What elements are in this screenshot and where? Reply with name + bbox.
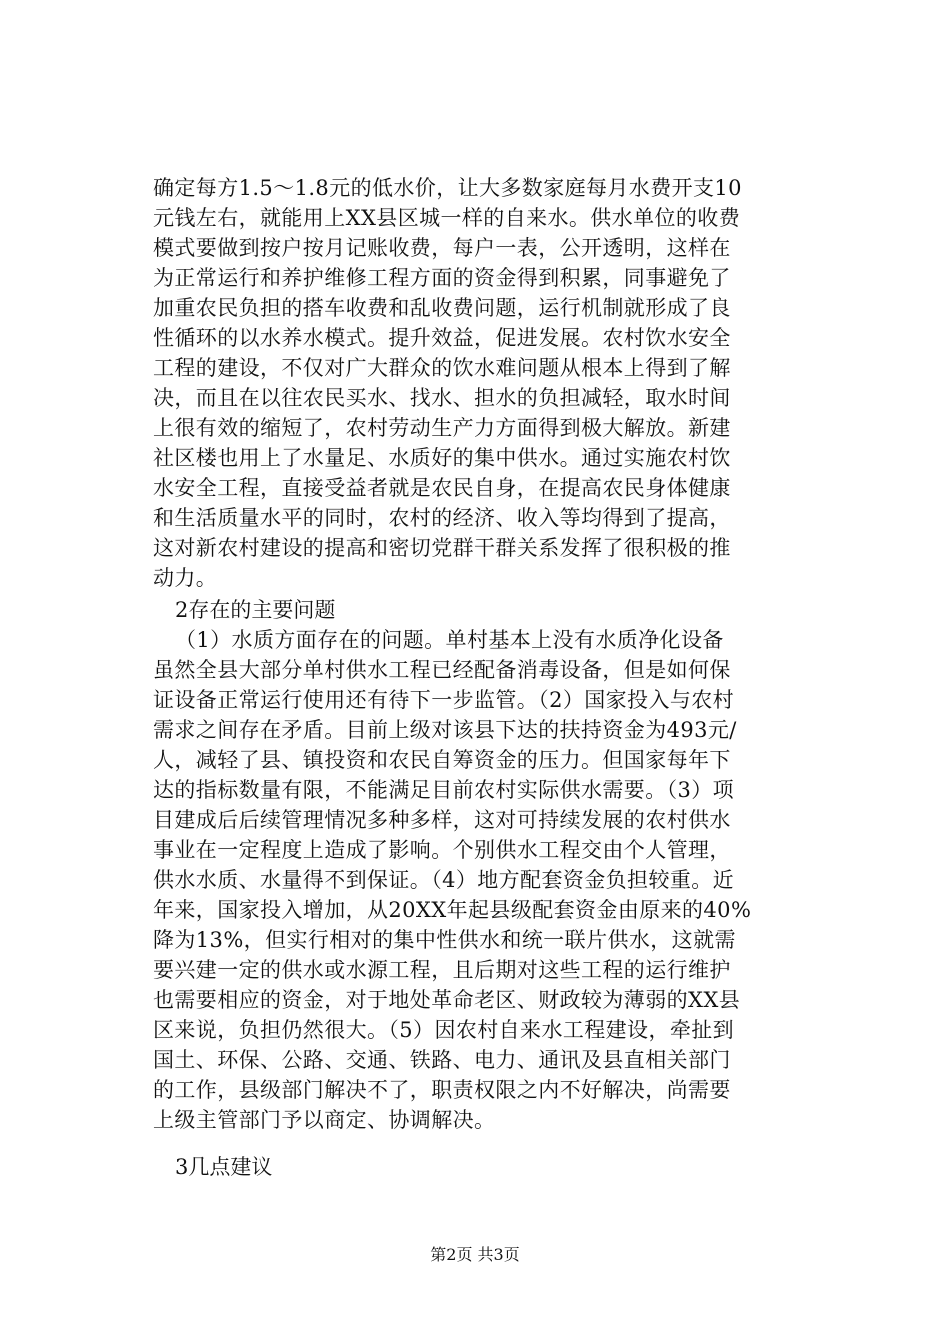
text-line: 这对新农村建设的提高和密切党群干群关系发挥了很积极的推 (153, 536, 731, 560)
page-number-footer: 第2页 共3页 (430, 1245, 520, 1264)
text-line: 为正常运行和养护维修工程方面的资金得到积累，同事避免了 (153, 266, 731, 290)
text-line: 人，减轻了县、镇投资和农民自筹资金的压力。但国家每年下 (153, 748, 731, 772)
text-line: （1）水质方面存在的问题。单村基本上没有水质净化设备 (175, 628, 724, 652)
text-line: 虽然全县大部分单村供水工程已经配备消毒设备，但是如何保 (153, 658, 731, 682)
text-line: 供水水质、水量得不到保证。（4）地方配套资金负担较重。近 (153, 868, 735, 892)
paragraph-problems (153, 625, 813, 1135)
text-line: 确定每方1.5～1.8元的低水价，让大多数家庭每月水费开支10 (153, 176, 742, 200)
text-line: 达的指标数量有限，不能满足目前农村实际供水需要。（3）项 (153, 778, 735, 802)
text-line: 社区楼也用上了水量足、水质好的集中供水。通过实施农村饮 (153, 446, 731, 470)
text-line: 证设备正常运行使用还有待下一步监管。（2）国家投入与农村 (153, 688, 735, 712)
text-line: 的工作，县级部门解决不了，职责权限之内不好解决，尚需要 (153, 1078, 731, 1102)
section-heading-suggestions: 3几点建议 (175, 1155, 273, 1179)
text-line: 决，而且在以往农民买水、找水、担水的负担减轻，取水时间 (153, 386, 731, 410)
text-line: 加重农民负担的搭车收费和乱收费问题，运行机制就形成了良 (153, 296, 731, 320)
text-line: 动力。 (153, 566, 218, 590)
text-line: 也需要相应的资金，对于地处革命老区、财政较为薄弱的XX县 (153, 988, 741, 1012)
text-line: 工程的建设，不仅对广大群众的饮水难问题从根本上得到了解 (153, 356, 731, 380)
text-line: 需求之间存在矛盾。目前上级对该县下达的扶持资金为493元/ (153, 718, 737, 742)
text-line: 目建成后后续管理情况多种多样，这对可持续发展的农村供水 (153, 808, 731, 832)
text-line: 要兴建一定的供水或水源工程，且后期对这些工程的运行维护 (153, 958, 731, 982)
text-line: 上很有效的缩短了，农村劳动生产力方面得到极大解放。新建 (153, 416, 731, 440)
text-line: 降为13%，但实行相对的集中性供水和统一联片供水，这就需 (153, 928, 736, 952)
paragraph-benefits (153, 173, 813, 593)
text-line: 水安全工程，直接受益者就是农民自身，在提高农民身体健康 (153, 476, 731, 500)
text-line: 事业在一定程度上造成了影响。个别供水工程交由个人管理， (153, 838, 731, 862)
text-line: 性循环的以水养水模式。提升效益，促进发展。农村饮水安全 (153, 326, 731, 350)
text-line: 元钱左右，就能用上XX县区城一样的自来水。供水单位的收费 (153, 206, 741, 230)
text-line: 和生活质量水平的同时，农村的经济、收入等均得到了提高， (153, 506, 731, 530)
text-line: 国土、环保、公路、交通、铁路、电力、通讯及县直相关部门 (153, 1048, 731, 1072)
section-heading-problems: 2存在的主要问题 (175, 598, 336, 622)
text-line: 上级主管部门予以商定、协调解决。 (153, 1108, 496, 1132)
text-line: 模式要做到按户按月记账收费，每户一表，公开透明，这样在 (153, 236, 731, 260)
text-line: 区来说，负担仍然很大。（5）因农村自来水工程建设，牵扯到 (153, 1018, 735, 1042)
text-line: 年来，国家投入增加，从20XX年起县级配套资金由原来的40% (153, 898, 752, 922)
